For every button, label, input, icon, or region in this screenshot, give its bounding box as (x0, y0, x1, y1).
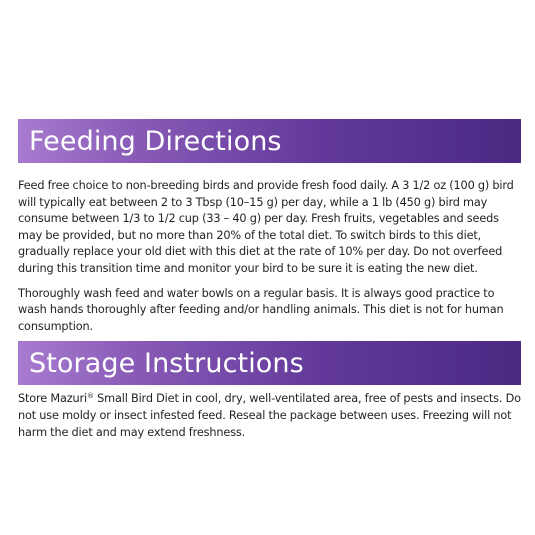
feeding-directions-heading: Feeding Directions (29, 125, 282, 157)
feeding-directions-paragraph-1: Feed free choice to non-breeding birds and provide fresh food daily. A 3 1/2 oz (100 g) bird will typically eat between 2 to 3 Tbsp (10–15 g) per day, while a 1 lb (450 g) bird may consume between 1/3 to 1/2 cup (33 – 40 g) per day. Fresh fruits, vegetables and seeds may be provided, but no more than 20% of the total diet. To switch birds to this diet, gradually replace your old diet with this diet at the rate of 10% per day. Do not overfeed during this transition time and monitor your bird to be sure it is eating the new diet. (18, 179, 514, 275)
registered-trademark-mark: ® (87, 392, 94, 401)
feeding-directions-banner (18, 119, 521, 163)
storage-text-rest: Small Bird Diet in cool, dry, well-ventilated area, free of pests and insects. Do not use moldy or insect infested feed. Reseal the package between uses. Freezing will not harm the diet and may extend freshness. (18, 392, 521, 439)
storage-instructions-paragraph (18, 391, 521, 441)
storage-instructions-banner (18, 341, 521, 385)
product-label-page (18, 119, 521, 441)
storage-instructions-heading: Storage Instructions (29, 347, 304, 379)
storage-text-start: Store Mazuri (18, 392, 87, 406)
feeding-directions-paragraph-2: Thoroughly wash feed and water bowls on a regular basis. It is always good practice to wash hands thoroughly after feeding and/or handling animals. This diet is not for human consumption. (18, 286, 504, 333)
